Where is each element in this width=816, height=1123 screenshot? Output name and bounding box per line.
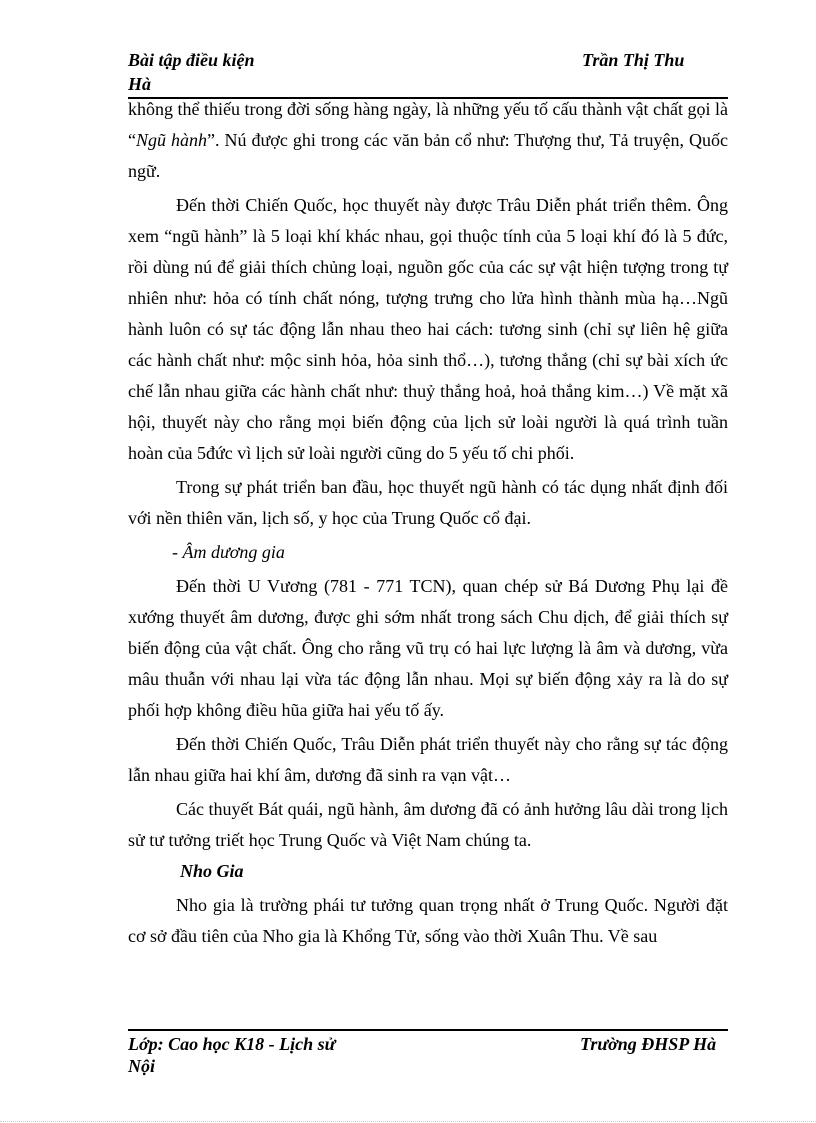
- paragraph-continuation: [128, 94, 728, 187]
- footer-class-name: Lớp: Cao học K18 - Lịch sử: [128, 1034, 336, 1054]
- paragraph-bat-quai: Các thuyết Bát quái, ngũ hành, âm dương đã có ảnh hưởng lâu dài trong lịch sử tư tưởng triết học Trung Quốc và Việt Nam chúng ta.: [128, 799, 728, 850]
- paragraph-ngu-hanh: Đến thời Chiến Quốc, học thuyết này được Trâu Diễn phát triển thêm. Ông xem “ngũ hành” là 5 loại khí khác nhau, gọi thuộc tính của 5 loại khí đó là 5 đức, rồi dùng nú để giải thích chủng loại, nguồn gốc của các sự vật hiện tượng trong tự nhiên như: hỏa có tính chất nóng, tượng trưng cho lửa hình thành mùa hạ…Ngũ hành luôn có sự tác động lẫn nhau theo hai cách: tương sinh (chỉ sự liên hệ giữa các hành chất như: mộc sinh hỏa, hỏa sinh thổ…), tương thắng (chỉ sự bài xích ức chế lẫn nhau giữa các hành chất như: thuỷ thắng hoả, hoả thắng kim…) Về mặt xã hội, thuyết này cho rằng mọi biến động của lịch sử loài người là quá trình tuần hoàn của 5đức vì lịch sử loài người cũng do 5 yếu tố chi phối.: [128, 195, 728, 463]
- header-author-name: Trần Thị Thu: [582, 50, 685, 70]
- paragraph-am-duong: Đến thời U Vương (781 - 771 TCN), quan chép sử Bá Dương Phụ lại đề xướng thuyết âm dương, được ghi sớm nhất trong sách Chu dịch, để giải thích sự biến động của vật chất. Ông cho rằng vũ trụ có hai lực lượng là âm và dương, vừa mâu thuẫn với nhau lại vừa tác động lẫn nhau. Mọi sự biến động xảy ra là do sự phối hợp không điều hũa giữa hai yếu tố ấy.: [128, 576, 728, 720]
- paragraph-nho-gia: Nho gia là trường phái tư tưởng quan trọng nhất ở Trung Quốc. Người đặt cơ sở đầu tiên của Nho gia là Khổng Tử, sống vào thời Xuân Thu. Về sau: [128, 895, 728, 946]
- paragraph-ngu-hanh-summary: Trong sự phát triển ban đầu, học thuyết ngũ hành có tác dụng nhất định đối với nền thiên văn, lịch số, y học của Trung Quốc cổ đại.: [128, 477, 728, 528]
- paragraph-trau-dien: Đến thời Chiến Quốc, Trâu Diễn phát triển thuyết này cho rằng sự tác động lẫn nhau giữa hai khí âm, dương đã sinh ra vạn vật…: [128, 734, 728, 785]
- footer-university-name-wrap: Nội: [128, 1056, 155, 1076]
- document-body: [128, 94, 728, 952]
- footer-divider: [128, 1029, 728, 1031]
- footer-university-name: Trường ĐHSP Hà: [580, 1034, 717, 1054]
- paragraph-emphasis: Ngũ hành: [136, 130, 208, 150]
- header-course-title: Bài tập điều kiện: [128, 50, 255, 70]
- page-header: [128, 50, 728, 94]
- section-heading-am-duong-gia: - Âm dương gia: [172, 542, 285, 562]
- header-author-name-wrap: Hà: [128, 74, 152, 94]
- page-edge: [0, 1121, 816, 1122]
- section-heading-nho-gia: Nho Gia: [180, 861, 244, 881]
- paragraph-text-end: ”. Nú được ghi trong các văn bản cổ như: Thượng thư, Tả truyện, Quốc ngữ.: [128, 130, 728, 181]
- paragraph-text: không thể thiếu trong đời sống hàng ngày, là những yếu tố cấu thành vật chất gọi là “: [128, 99, 728, 150]
